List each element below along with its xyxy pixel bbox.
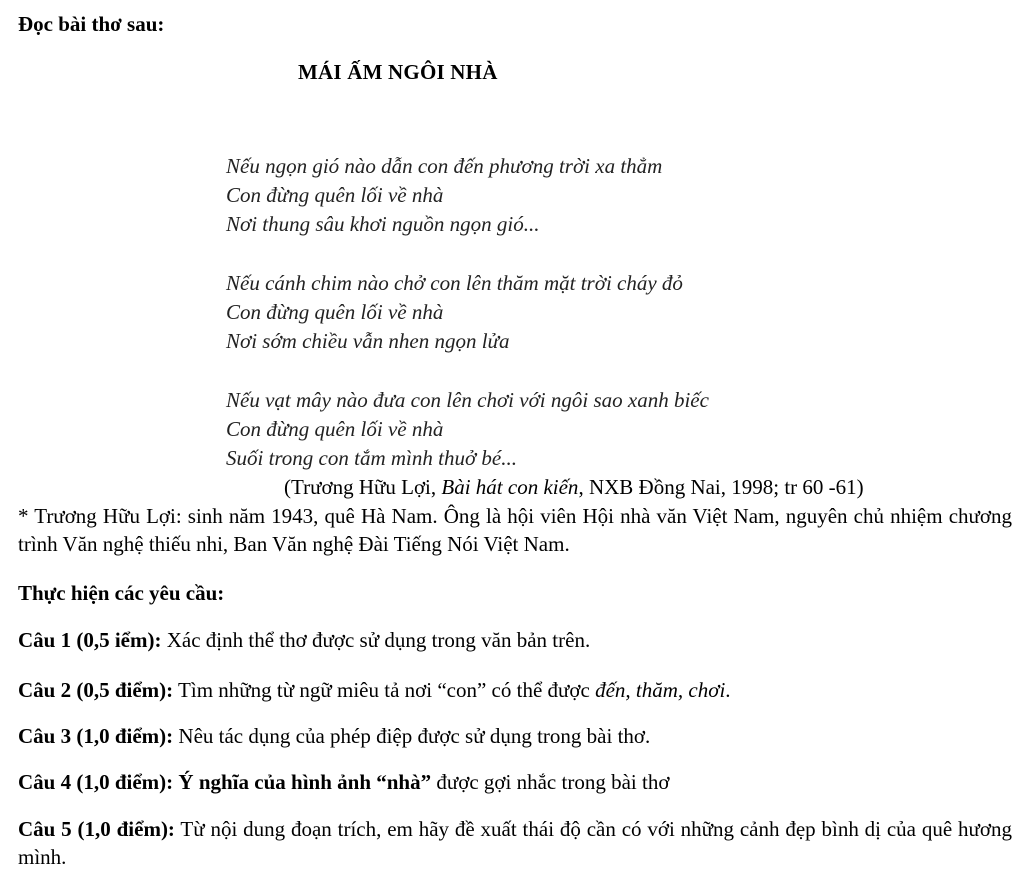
citation: [284, 473, 864, 501]
poem-line: Con đừng quên lối về nhà: [226, 183, 444, 207]
question-text: Xác định thể thơ được sử dụng trong văn bản trên.: [161, 628, 591, 652]
question-text: Tìm những từ ngữ miêu tả nơi “con” có thể được: [173, 678, 596, 702]
question-3: [18, 722, 650, 750]
question-text: Nêu tác dụng của phép điệp được sử dụng trong bài thơ.: [173, 724, 651, 748]
author-note: * Trương Hữu Lợi: sinh năm 1943, quê Hà Nam. Ông là hội viên Hội nhà văn Việt Nam, nguyên chủ nhiệm chương trình Văn nghệ thiếu nhi, Ban Văn nghệ Đài Tiếng Nói Việt Nam.: [18, 504, 1012, 556]
poem-line: Nơi thung sâu khơi nguồn ngọn gió...: [226, 212, 540, 236]
citation-rest: , NXB Đồng Nai, 1998; tr 60 -61): [578, 475, 864, 499]
poem-line: Nếu cánh chim nào chở con lên thăm mặt trời cháy đỏ: [226, 271, 683, 295]
question-1: [18, 626, 590, 654]
question-label: Câu 3 (1,0 điểm):: [18, 724, 174, 748]
question-label: Câu 1 (0,5 iểm):: [18, 628, 162, 652]
question-text: Từ nội dung đoạn trích, em hãy đề xuất thái độ cần có với những cảnh đẹp bình dị của quê hương mình.: [18, 817, 1012, 869]
poem-line: Nếu ngọn gió nào dẫn con đến phương trời xa thẳm: [226, 154, 663, 178]
citation-book-title: Bài hát con kiến: [441, 475, 579, 499]
question-label: Câu 4 (1,0 điểm):: [18, 770, 174, 794]
question-5: [18, 815, 1012, 871]
question-label: Câu 5 (1,0 điểm):: [18, 817, 175, 841]
question-2: [18, 676, 731, 704]
instruction: Đọc bài thơ sau:: [18, 12, 165, 36]
question-tail: .: [725, 678, 731, 702]
poem-line: Con đừng quên lối về nhà: [226, 300, 444, 324]
poem-line: Con đừng quên lối về nhà: [226, 417, 444, 441]
poem-line: Nơi sớm chiều vẫn nhen ngọn lửa: [226, 329, 510, 353]
poem-title: MÁI ẤM NGÔI NHÀ: [298, 60, 498, 84]
question-bold-text: Ý nghĩa của hình ảnh “nhà”: [173, 770, 432, 794]
citation-open: (Trương Hữu Lợi,: [284, 475, 442, 499]
question-italic-text: đến, thăm, chơi: [595, 678, 726, 702]
poem-line: Nếu vạt mây nào đưa con lên chơi với ngôi sao xanh biếc: [226, 388, 709, 412]
question-text: được gợi nhắc trong bài thơ: [431, 770, 670, 794]
tasks-heading: Thực hiện các yêu cầu:: [18, 581, 225, 605]
question-label: Câu 2 (0,5 điểm):: [18, 678, 174, 702]
poem-line: Suối trong con tắm mình thuở bé...: [226, 446, 517, 470]
question-4: [18, 768, 669, 796]
